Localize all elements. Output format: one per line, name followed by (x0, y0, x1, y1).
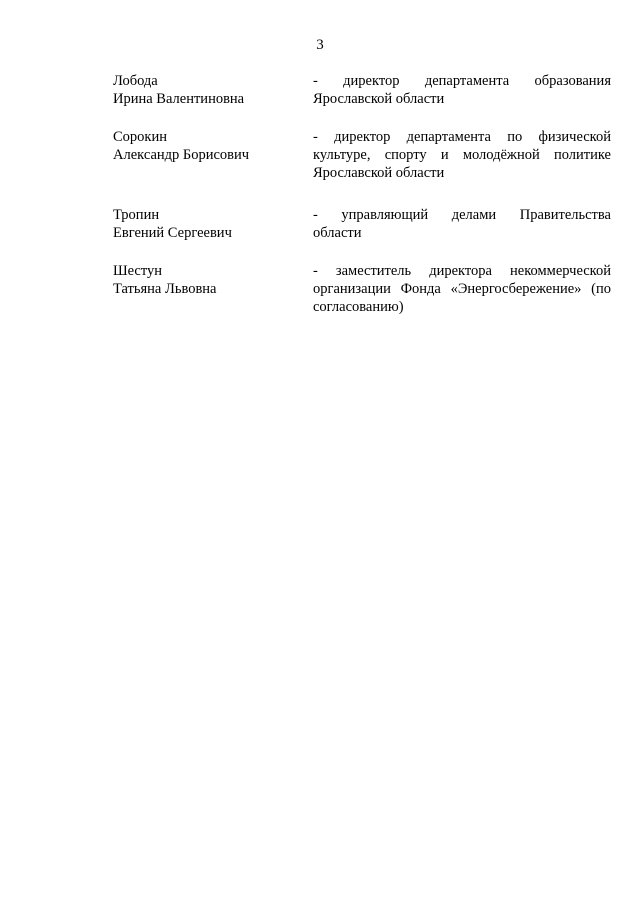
role-line: организации Фонда «Энергосбережение» (по (313, 281, 611, 297)
role-line: согласованию) (313, 299, 404, 315)
member-name (113, 262, 313, 316)
member-given-names: Татьяна Львовна (113, 281, 217, 297)
member-given-names: Ирина Валентиновна (113, 91, 245, 107)
role-line: культуре, спорту и молодёжной политике (313, 147, 611, 163)
member-entry (113, 206, 611, 242)
member-role (313, 262, 611, 316)
member-entry (113, 72, 611, 108)
member-name (113, 128, 313, 182)
role-line: - управляющий делами Правительства (313, 207, 611, 223)
member-surname: Сорокин (113, 129, 167, 145)
member-surname: Тропин (113, 207, 160, 223)
role-line: - директор департамента по физической (313, 129, 611, 145)
role-line: области (313, 225, 362, 241)
members-list (113, 72, 611, 336)
member-role (313, 72, 611, 108)
member-surname: Шестун (113, 263, 163, 279)
member-name (113, 72, 313, 108)
member-name (113, 206, 313, 242)
member-surname: Лобода (113, 73, 158, 89)
member-role (313, 206, 611, 242)
role-line: - директор департамента образования (313, 73, 611, 89)
member-role (313, 128, 611, 182)
member-given-names: Евгений Сергеевич (113, 225, 232, 241)
role-line: Ярославской области (313, 91, 445, 107)
member-given-names: Александр Борисович (113, 147, 250, 163)
member-entry (113, 262, 611, 316)
role-line: Ярославской области (313, 165, 445, 181)
role-line: - заместитель директора некоммерческой (313, 263, 611, 279)
page-number: 3 (316, 37, 324, 53)
member-entry (113, 128, 611, 182)
